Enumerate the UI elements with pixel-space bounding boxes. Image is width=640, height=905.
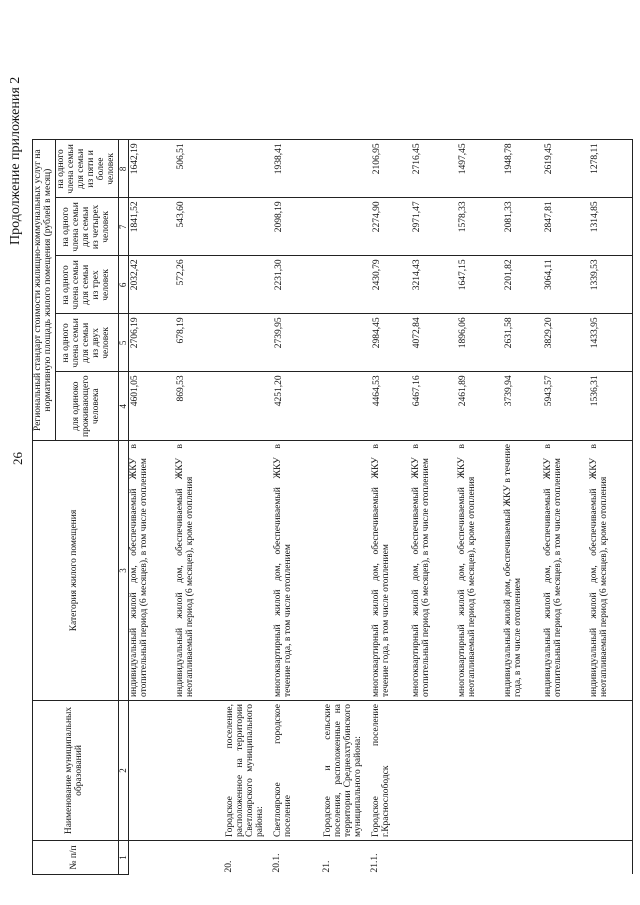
municipality-name: Городское и сельские поселения, расположенные на территории Среднеахтубинского муниципального района: [323,701,371,841]
header-sub-3: на одного члена семьи для семьи из трех человек [55,256,118,314]
column-number: 1 [118,841,128,875]
table-row [589,140,633,875]
standard-value [323,140,371,198]
standard-value: 4601,05 [129,372,175,441]
standard-value: 2847,81 [543,198,589,256]
standard-value: 6467,16 [411,372,457,441]
standard-value: 2706,19 [129,314,175,372]
dwelling-category: индивидуальный жилой дом, обеспечиваемый ЖКУ в отопительный период (6 месяцев), в том числе отоплением [129,441,175,701]
standard-value: 4464,53 [371,372,411,441]
table-row [129,140,175,875]
standard-value: 2430,79 [371,256,411,314]
table-row [323,140,371,875]
standard-value: 2971,47 [411,198,457,256]
standard-value: 5943,57 [543,372,589,441]
standard-value: 3064,11 [543,256,589,314]
standard-value: 1938,41 [273,140,323,198]
column-number: 2 [118,701,128,841]
standard-value: 506,51 [175,140,225,198]
table-row [225,140,273,875]
header-no: № п/п [33,841,119,875]
header-row-1 [33,140,56,875]
column-number: 8 [118,140,128,198]
standard-value: 3214,43 [411,256,457,314]
standard-value [225,198,273,256]
municipality-name [129,701,175,841]
standard-value [225,256,273,314]
municipality-name [411,701,457,841]
header-sub-4: на одного члена семьи для семьи из четырех человек [55,198,118,256]
page-number: 26 [10,452,25,465]
standards-table [32,139,633,875]
standard-value [323,372,371,441]
dwelling-category: индивидуальный жилой дом, обеспечиваемый ЖКУ в отопительный период (6 месяцев), в том числе отоплением [543,441,589,701]
column-number: 6 [118,256,128,314]
municipality-name [457,701,503,841]
municipality-name: Светлоярское городское поселение [273,701,323,841]
table-row [371,140,411,875]
standard-value [323,198,371,256]
table-row [457,140,503,875]
standard-value: 2274,90 [371,198,411,256]
dwelling-category: многоквартирный жилой дом, обеспечиваемый ЖКУ в неотапливаемый период (6 месяцев), кроме отопления [457,441,503,701]
standard-value: 1339,53 [589,256,633,314]
column-number: 5 [118,314,128,372]
standard-value: 2739,95 [273,314,323,372]
row-number [411,841,457,875]
municipality-name [175,701,225,841]
dwelling-category: индивидуальный жилой дом, обеспечиваемый ЖКУ в неотапливаемый период (6 месяцев), кроме отопления [589,441,633,701]
standard-value: 543,60 [175,198,225,256]
standard-value [323,256,371,314]
standard-value [225,140,273,198]
row-number: 21.1. [371,841,411,875]
row-number [175,841,225,875]
municipality-name: Городское поселение, расположенное на территории Светлоярского муниципального района: [225,701,273,841]
dwelling-category [323,441,371,701]
standard-value: 2032,42 [129,256,175,314]
table-row [503,140,543,875]
standard-value: 2201,82 [503,256,543,314]
appendix-caption: Продолжение приложения 2 [8,76,23,245]
column-number: 7 [118,198,128,256]
table-row [175,140,225,875]
standard-value: 2098,19 [273,198,323,256]
standard-value: 678,19 [175,314,225,372]
standard-value: 1497,45 [457,140,503,198]
standard-value: 2631,58 [503,314,543,372]
standard-value: 4072,84 [411,314,457,372]
row-number [589,841,633,875]
row-number: 20. [225,841,273,875]
standard-value: 1314,85 [589,198,633,256]
standard-value: 2984,45 [371,314,411,372]
standard-value: 4251,20 [273,372,323,441]
standard-value: 1433,95 [589,314,633,372]
column-number: 3 [118,441,128,701]
standard-value: 1647,15 [457,256,503,314]
standard-value: 1896,06 [457,314,503,372]
table-row [543,140,589,875]
standard-value [225,372,273,441]
header-category: Категория жилого помещения [33,441,119,701]
municipality-name [589,701,633,841]
header-standard: Региональный стандарт стоимости жилищно-коммунальных услуг на нормативную площадь жилого помещения (рублей в месяц) [33,140,56,441]
standard-value [323,314,371,372]
row-number [543,841,589,875]
standard-value [225,314,273,372]
row-number [457,841,503,875]
column-number: 4 [118,372,128,441]
standard-value: 572,26 [175,256,225,314]
standard-value: 2619,45 [543,140,589,198]
row-number: 20.1. [273,841,323,875]
standard-value: 2106,95 [371,140,411,198]
table-row [411,140,457,875]
table-row [273,140,323,875]
standard-value: 1642,19 [129,140,175,198]
standard-value: 2716,45 [411,140,457,198]
dwelling-category: многоквартирный жилой дом, обеспечиваемый ЖКУ в отопительный период (6 месяцев), в том числе отоплением [411,441,457,701]
dwelling-category: индивидуальный жилой дом, обеспечиваемый ЖКУ в течение года, в том числе отоплением [503,441,543,701]
municipality-name [543,701,589,841]
row-number [129,841,175,875]
standard-value: 2081,33 [503,198,543,256]
municipality-name: Городское поселение г.Краснослободск [371,701,411,841]
standard-value: 2461,89 [457,372,503,441]
header-sub-1: для одиноко проживающего человека [55,372,118,441]
table-body [129,140,633,875]
column-number-row [118,140,128,875]
dwelling-category [225,441,273,701]
dwelling-category: многоквартирный жилой дом, обеспечиваемый ЖКУ в течение года, в том числе отоплением [273,441,323,701]
row-number [503,841,543,875]
header-name: Наименование муниципальных образований [33,701,119,841]
standard-value: 869,53 [175,372,225,441]
municipality-name [503,701,543,841]
standard-value: 1278,11 [589,140,633,198]
row-number: 21. [323,841,371,875]
header-sub-5: на одного члена семьи для семьи из пяти и более человек [55,140,118,198]
standard-value: 1841,52 [129,198,175,256]
standard-value: 1578,33 [457,198,503,256]
standard-value: 3739,94 [503,372,543,441]
header-sub-2: на одного члена семьи для семьи из двух человек [55,314,118,372]
dwelling-category: индивидуальный жилой дом, обеспечиваемый ЖКУ в неотапливаемый период (6 месяцев), кроме отопления [175,441,225,701]
standard-value: 1536,31 [589,372,633,441]
standard-value: 1948,78 [503,140,543,198]
dwelling-category: многоквартирный жилой дом, обеспечиваемый ЖКУ в течение года, в том числе отоплением [371,441,411,701]
standard-value: 2231,30 [273,256,323,314]
standard-value: 3829,20 [543,314,589,372]
